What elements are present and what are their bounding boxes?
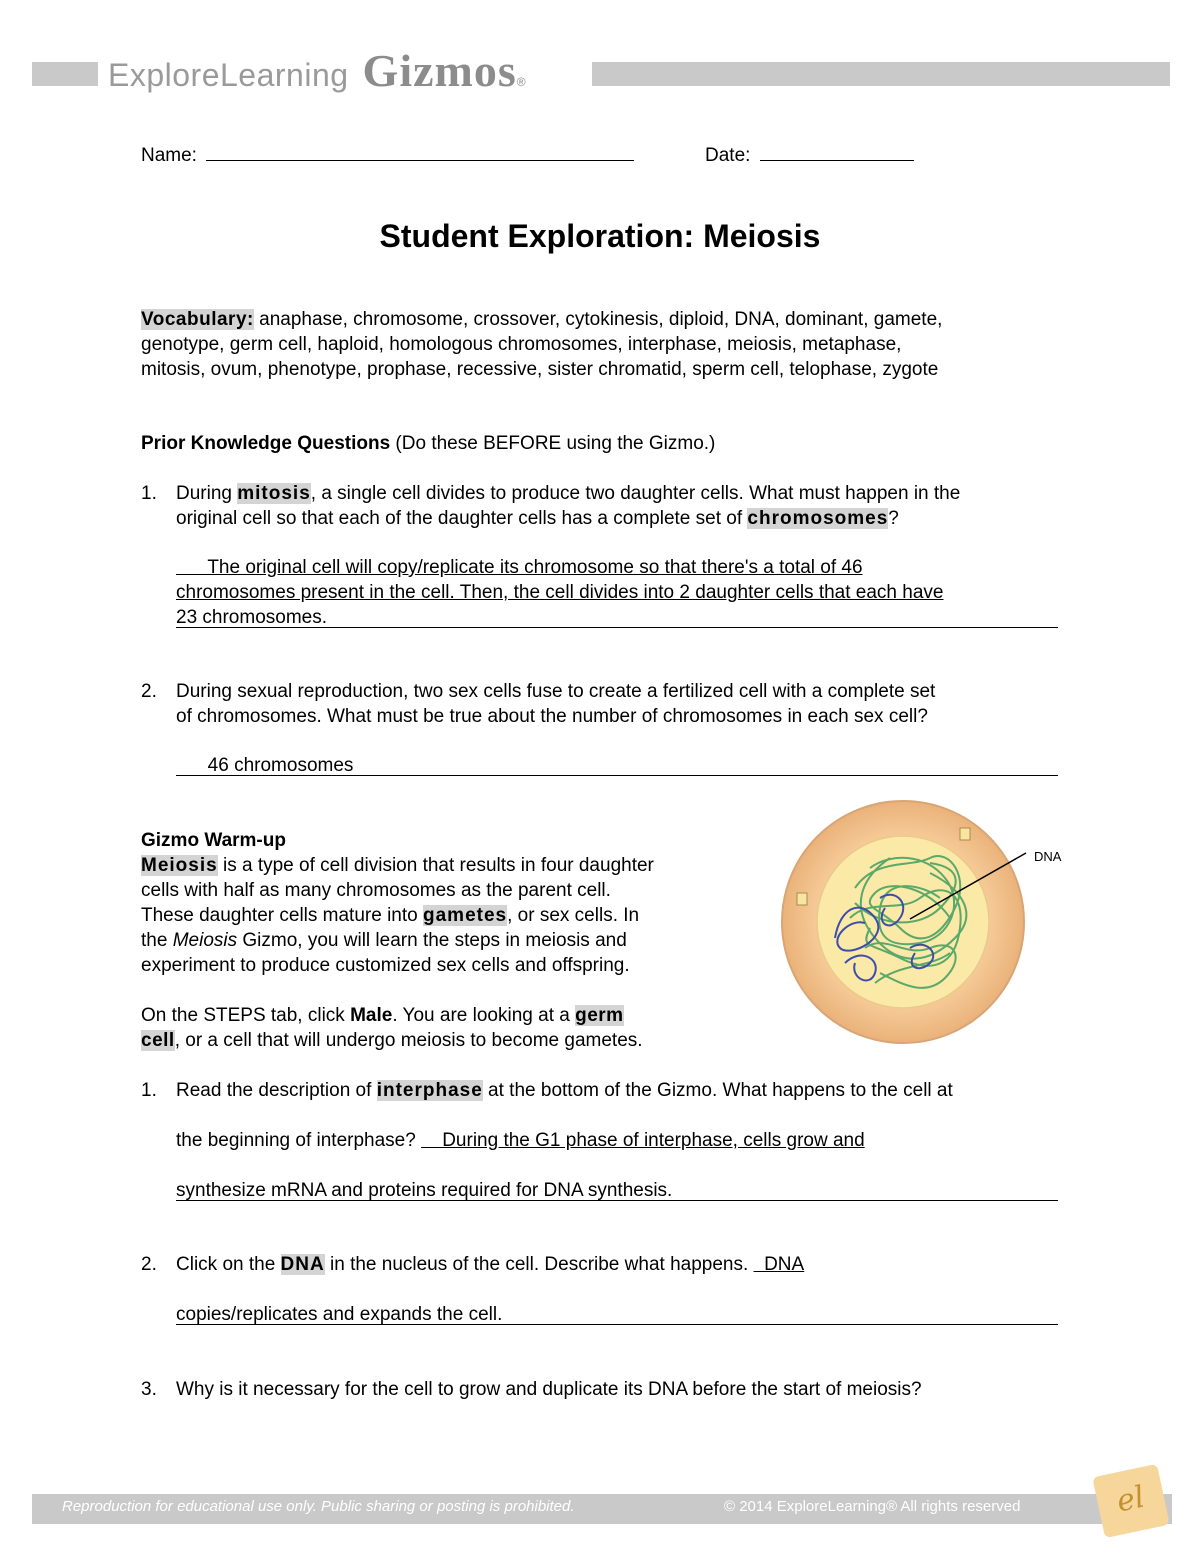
warmup-q1-line-2 xyxy=(176,1128,865,1153)
name-row xyxy=(141,142,634,168)
vocabulary-line-3: mitosis, ovum, phenotype, prophase, recessive, sister chromatid, sperm cell, telophase, zygote xyxy=(141,359,939,380)
brand-gizmos: Gizmos xyxy=(362,45,517,96)
name-field[interactable] xyxy=(206,142,634,161)
warmup-q1-text-c: the beginning of interphase? xyxy=(176,1130,422,1151)
dna-figure-label: DNA xyxy=(1034,849,1062,864)
brand-logo xyxy=(108,44,526,104)
term-dna: DNA xyxy=(280,1254,325,1275)
prior-q2-line-1: During sexual reproduction, two sex cells fuse to create a fertilized cell with a complete set xyxy=(176,681,936,702)
term-gametes: gametes xyxy=(423,905,508,926)
warmup-p1-text-4a: the xyxy=(141,930,173,951)
warmup-p1-line-4 xyxy=(141,928,627,953)
term-cell: cell xyxy=(141,1030,175,1051)
warmup-p1-text-1: is a type of cell division that results in four daughter xyxy=(217,855,654,876)
warmup-q2-line-1 xyxy=(176,1252,804,1277)
prior-q1-text-c: original cell so that each of the daughter cells has a complete set of xyxy=(176,508,748,529)
warmup-p1-text-3b: , or sex cells. In xyxy=(507,905,640,926)
name-label: Name: xyxy=(141,145,197,166)
header-bar-right xyxy=(592,62,1170,86)
warmup-q2-answer-2[interactable]: copies/replicates and expands the cell. xyxy=(176,1304,503,1325)
warmup-p1-line-1 xyxy=(141,853,654,878)
footer-disclaimer: Reproduction for educational use only. Public sharing or posting is prohibited. xyxy=(62,1498,575,1515)
warmup-q2-number: 2. xyxy=(141,1254,157,1275)
prior-q1-text-b: , a single cell divides to produce two daughter cells. What must happen in the xyxy=(310,483,961,504)
warmup-q3-number: 3. xyxy=(141,1379,157,1400)
warmup-p1-line-3 xyxy=(141,903,639,928)
date-label: Date: xyxy=(705,145,751,166)
warmup-q1-answer-rule xyxy=(176,1200,1058,1201)
warmup-male-label: Male xyxy=(350,1005,393,1026)
date-field[interactable] xyxy=(760,142,914,161)
warmup-q2-text-a: Click on the xyxy=(176,1254,281,1275)
warmup-p2-text-1a: On the STEPS tab, click xyxy=(141,1005,351,1026)
term-mitosis: mitosis xyxy=(237,483,311,504)
prior-q1-answer-1[interactable]: The original cell will copy/replicate its chromosome so that there's a total of 46 xyxy=(176,557,863,578)
prior-q2-answer[interactable]: 46 chromosomes xyxy=(176,755,354,776)
warmup-q1-answer-2[interactable]: synthesize mRNA and proteins required for DNA synthesis. xyxy=(176,1180,673,1201)
warmup-q2-answer-rule xyxy=(176,1324,1058,1325)
warmup-q1-answer-1[interactable]: During the G1 phase of interphase, cells grow and xyxy=(421,1130,865,1151)
prior-q1-answer-rule xyxy=(176,627,1058,628)
warmup-p1-line-2: cells with half as many chromosomes as the parent cell. xyxy=(141,880,611,901)
prior-note: (Do these BEFORE using the Gizmo.) xyxy=(390,433,716,454)
warmup-p2-text-2b: , or a cell that will undergo meiosis to become gametes. xyxy=(174,1030,643,1051)
warmup-p1-text-4b: Gizmo, you will learn the steps in meiosis and xyxy=(237,930,627,951)
term-interphase: interphase xyxy=(376,1080,483,1101)
page-title: Student Exploration: Meiosis xyxy=(379,218,821,254)
warmup-q1-text-b: at the bottom of the Gizmo. What happens to the cell at xyxy=(482,1080,953,1101)
prior-q1-text-d: ? xyxy=(888,508,899,529)
prior-q1-line-1 xyxy=(176,481,960,506)
prior-q1-answer-2[interactable]: chromosomes present in the cell. Then, the cell divides into 2 daughter cells that each have xyxy=(176,582,944,603)
prior-q2-line-2: of chromosomes. What must be true about the number of chromosomes in each sex cell? xyxy=(176,706,928,727)
warmup-p2-line-2 xyxy=(141,1028,643,1053)
footer-copyright: © 2014 ExploreLearning® All rights reserved xyxy=(724,1498,1021,1515)
prior-knowledge-heading xyxy=(141,431,715,456)
vocabulary-line-2: genotype, germ cell, haploid, homologous chromosomes, interphase, meiosis, metaphase, xyxy=(141,334,902,355)
warmup-gizmo-name: Meiosis xyxy=(172,930,238,951)
prior-q1-answer-3[interactable]: 23 chromosomes. xyxy=(176,607,328,628)
term-meiosis: Meiosis xyxy=(141,855,218,876)
warmup-p2-text-1b: . You are looking at a xyxy=(392,1005,576,1026)
prior-q2-number: 2. xyxy=(141,681,157,702)
vocabulary-line-1 xyxy=(141,307,942,332)
prior-q1-number: 1. xyxy=(141,483,157,504)
brand-registered-mark: ® xyxy=(516,75,526,89)
vocabulary-text-1: anaphase, chromosome, crossover, cytokinesis, diploid, DNA, dominant, gamete, xyxy=(253,309,943,330)
prior-heading-text: Prior Knowledge Questions xyxy=(141,433,391,454)
warmup-q1-line-1 xyxy=(176,1078,953,1103)
warmup-p2-line-1 xyxy=(141,1003,624,1028)
explorelearning-logo-icon: el xyxy=(1092,1464,1169,1538)
prior-q1-text-a: During xyxy=(176,483,238,504)
header-bar-left xyxy=(32,62,98,86)
warmup-q3-line-1: Why is it necessary for the cell to grow and duplicate its DNA before the start of meiosis? xyxy=(176,1379,922,1400)
date-row xyxy=(705,142,914,168)
prior-q1-line-2 xyxy=(176,506,899,531)
warmup-heading: Gizmo Warm-up xyxy=(141,830,286,851)
warmup-q1-text-a: Read the description of xyxy=(176,1080,377,1101)
prior-q2-answer-rule xyxy=(176,775,1058,776)
germ-cell-figure xyxy=(780,798,1080,1058)
vocabulary-label: Vocabulary: xyxy=(141,309,254,330)
warmup-q1-number: 1. xyxy=(141,1080,157,1101)
brand-explorelearning: ExploreLearning xyxy=(108,57,349,93)
warmup-p1-line-5: experiment to produce customized sex cells and offspring. xyxy=(141,955,630,976)
warmup-q2-answer-1[interactable]: DNA xyxy=(753,1254,805,1275)
warmup-p1-text-3a: These daughter cells mature into xyxy=(141,905,423,926)
term-germ: germ xyxy=(575,1005,624,1026)
warmup-q2-text-b: in the nucleus of the cell. Describe what happens. xyxy=(324,1254,754,1275)
term-chromosomes: chromosomes xyxy=(747,508,889,529)
